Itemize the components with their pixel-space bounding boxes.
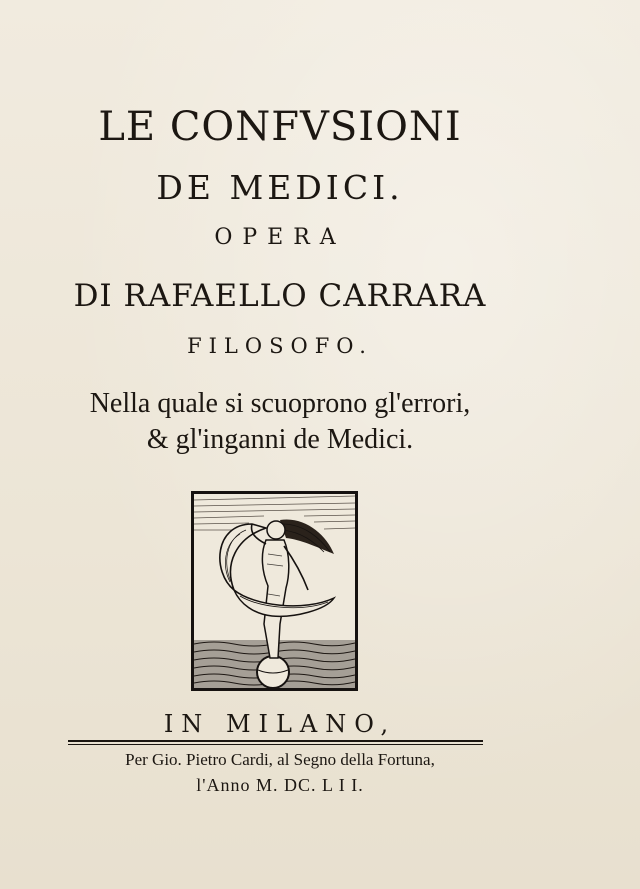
title-line-1: LE CONFVSIONI [98,104,462,150]
imprint-city: IN MILANO, [163,710,397,738]
description-line-2: & gl'inganni de Medici. [146,424,414,455]
imprint-rule [68,740,483,742]
author-name: DI RAFAELLO CARRARA [73,278,487,314]
imprint-printer: Per Gio. Pietro Cardi, al Segno della Fortuna, [125,750,435,769]
imprint-rule-thin [68,744,483,745]
description-line-1: Nella quale si scuoprono gl'errori, [89,388,471,419]
subtitle-opera: OPERA [214,225,346,250]
author-role: FILOSOFO. [187,334,373,358]
fortuna-woodcut-icon [191,491,358,691]
imprint-year: l'Anno M. DC. L I I. [196,775,364,795]
title-line-2: DE MEDICI. [156,168,404,207]
